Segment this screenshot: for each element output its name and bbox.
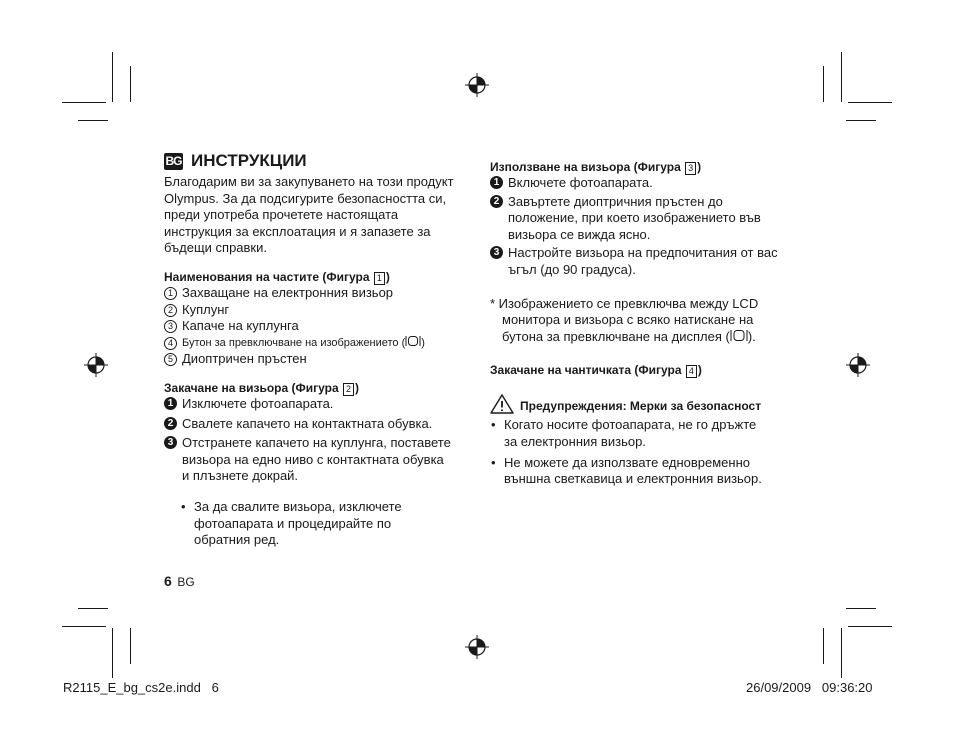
registration-mark-icon: [465, 635, 489, 659]
step-item: 2 Завъртете диоптричния пръстен до положение, при което изображението във визьора се вижда ясно.: [490, 194, 783, 244]
warning-item: • Не можете да използвате едновременно външна светкавица и електронния визьор.: [490, 455, 784, 488]
step-item: 1 Изключете фотоапарата.: [164, 396, 464, 413]
using-steps: [490, 175, 790, 279]
crop-mark: [130, 66, 131, 102]
left-column: [164, 174, 464, 549]
using-footnote: * Изображението се превключва между LCD монитора и визьора с всяко натискане на бутона за превключване на дисплея ( ).: [490, 295, 759, 344]
warning-triangle-icon: [490, 394, 514, 414]
attach-steps: [164, 396, 464, 485]
list-item: 5 Диоптричен пръстен: [164, 351, 464, 368]
figure-ref: 1: [374, 272, 385, 285]
crop-mark: [112, 52, 113, 102]
intro-paragraph: Благодарим ви за закупуването на този продукт Olympus. За да подсигурите безопасността си, преди употреба прочетете настоящата инструкция за експлоатация и я запазете за бъдещи справки.: [164, 174, 454, 256]
date-slug: 26/09/2009 09:36:20: [746, 680, 873, 695]
step-item: 3 Настройте визьора на предпочитания от вас ъгъл (до 90 градуса).: [490, 245, 788, 278]
registration-mark-icon: [846, 353, 870, 377]
attach-note: • За да свалите визьора, изключете фотоапарата и процедирайте по обратния ред.: [180, 499, 424, 549]
crop-mark: [130, 628, 131, 664]
crop-mark: [78, 608, 108, 609]
warning-item: • Когато носите фотоапарата, не го дръжте за електронния визьор.: [490, 417, 769, 450]
step-item: 3 Отстранете капачето на куплунга, поставете визьора на едно ниво с контактната обувка и плъзнете докрай.: [164, 435, 452, 485]
file-slug: R2115_E_bg_cs2e.indd 6: [63, 680, 219, 695]
parts-list: [164, 285, 464, 368]
warnings-heading: Предупреждения: Мерки за безопасност: [490, 394, 790, 414]
using-heading: Използване на визьора (Фигура 3 ): [490, 160, 702, 174]
crop-mark: [841, 628, 842, 678]
step-item: 2 Свалете капачето на контактната обувка.: [164, 416, 464, 433]
figure-ref: 4: [686, 365, 697, 378]
list-item: 4 Бутон за превключване на изображението ( ): [164, 335, 464, 352]
display-switch-icon: [730, 329, 748, 342]
list-item: 1 Захващане на електронния визьор: [164, 285, 464, 302]
step-item: 1 Включете фотоапарата.: [490, 175, 790, 192]
language-badge: BG: [165, 153, 182, 168]
figure-ref: 2: [343, 383, 354, 396]
right-column: [490, 159, 790, 488]
parts-heading: Наименования на частите (Фигура 1 ): [164, 269, 390, 284]
page-title: [164, 151, 307, 171]
page-title-text: ИНСТРУКЦИИ: [191, 151, 307, 170]
crop-mark: [846, 120, 876, 121]
crop-mark: [112, 628, 113, 678]
list-item: 2 Куплунг: [164, 302, 464, 319]
crop-mark: [848, 626, 892, 627]
crop-mark: [78, 120, 108, 121]
crop-mark: [823, 628, 824, 664]
crop-mark: [62, 102, 106, 103]
page-number: 6 BG: [164, 573, 195, 589]
crop-mark: [62, 626, 106, 627]
registration-mark-icon: [465, 73, 489, 97]
list-item: 3 Капаче на куплунга: [164, 318, 464, 335]
crop-mark: [848, 102, 892, 103]
display-switch-icon: [405, 335, 421, 347]
attach-heading: Закачане на визьора (Фигура 2 ): [164, 380, 359, 395]
figure-ref: 3: [685, 162, 696, 175]
crop-mark: [823, 66, 824, 102]
crop-mark: [846, 608, 876, 609]
strap-heading: Закачане на чантичката (Фигура 4 ): [490, 363, 702, 378]
crop-mark: [841, 52, 842, 102]
registration-mark-icon: [84, 353, 108, 377]
